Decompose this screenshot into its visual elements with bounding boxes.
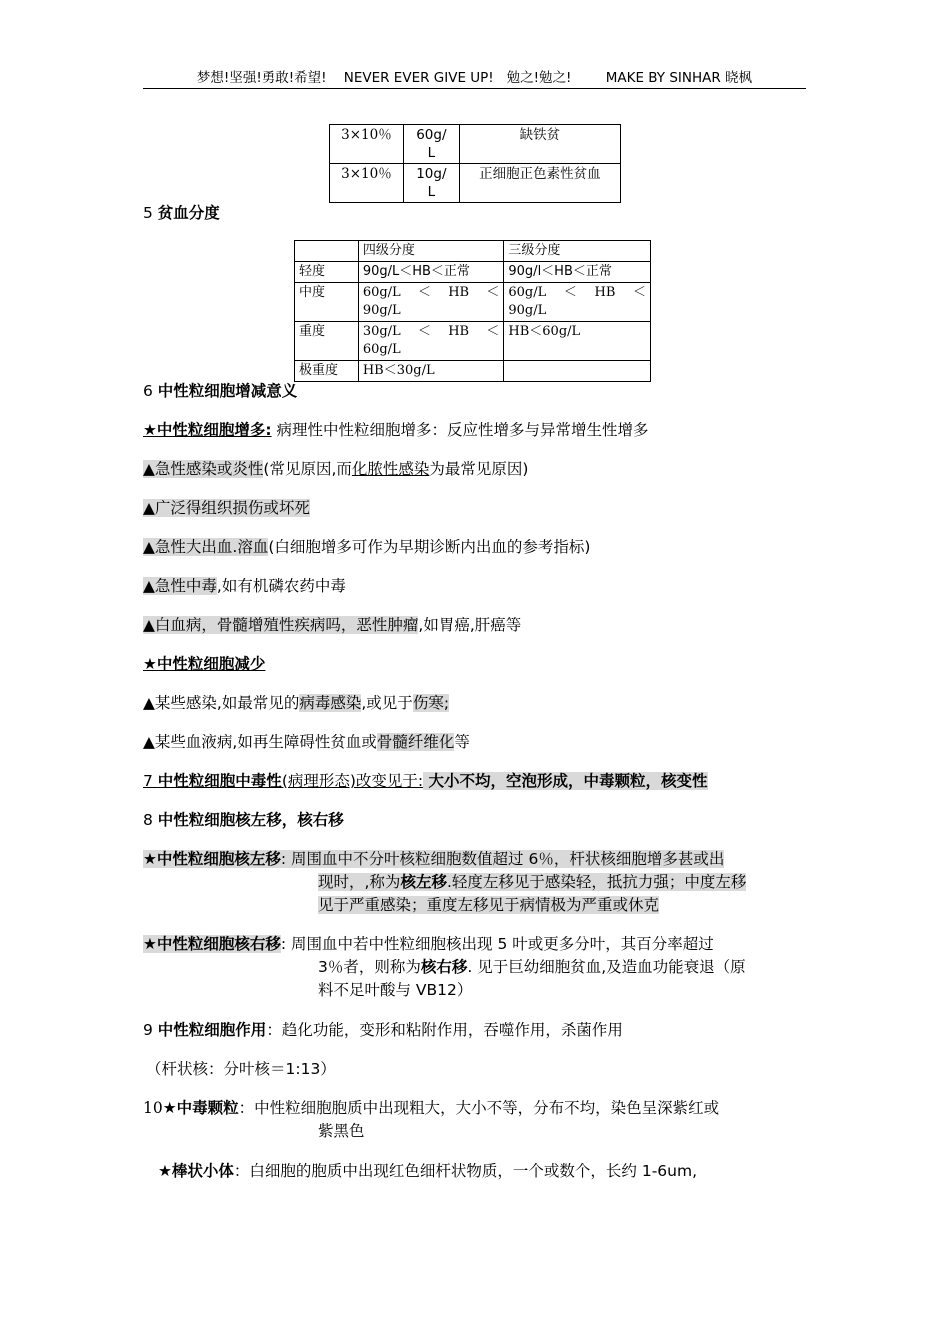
rod-body-line (158, 1160, 697, 1183)
right-shift-text: : 周围血中若中性粒细胞核出现 5 叶或更多分叶，其百分率超过 (280, 935, 714, 953)
item-text: ,如胃癌,肝癌等 (418, 616, 522, 634)
table-cell (403, 164, 459, 203)
page-header (143, 68, 806, 89)
table-header-row (295, 241, 651, 262)
list-item (143, 497, 310, 520)
table-row (295, 361, 651, 382)
table-cell: 极重度 (295, 361, 359, 382)
table-cell: HB＜30g/L (358, 361, 504, 382)
item-text: ▲某些血液病,如再生障碍性贫血或 (143, 733, 377, 751)
section-5-heading (143, 202, 220, 225)
toxic-granule-title: ★中毒颗粒 (162, 1099, 239, 1117)
item-text: ,或见于 (361, 694, 413, 712)
table-header-cell: 四级分度 (358, 241, 504, 262)
list-item (143, 458, 528, 481)
section-8-heading (143, 809, 344, 832)
section-number: 10 (143, 1099, 163, 1117)
section-10-line-2 (318, 1120, 365, 1143)
left-shift-term: 核左移 (400, 873, 447, 891)
item-highlight: ▲急性中毒 (143, 577, 217, 595)
section-number: 9 (143, 1021, 158, 1039)
right-shift-line-1 (143, 933, 714, 956)
item-highlight: ▲广泛得组织损伤或坏死 (143, 499, 310, 517)
item-text: ,如有机磷农药中毒 (216, 577, 346, 595)
right-shift-text: 3％者，则称为 (318, 958, 421, 976)
section-number: 8 (143, 811, 158, 829)
section-number: 5 (143, 204, 158, 222)
item-highlight: 骨髓纤维化 (376, 733, 455, 751)
right-shift-title: ★中性粒细胞核右移 (143, 935, 281, 953)
section-7 (143, 770, 708, 793)
table-cell: 30g/L ＜ HB ＜ 60g/L (358, 322, 504, 361)
anemia-grade-table (294, 240, 651, 382)
section-title: 中性粒细胞中毒性 (157, 772, 282, 790)
item-highlight: 病毒感染 (299, 694, 362, 712)
left-shift-line-1 (143, 848, 724, 871)
table-cell: 60g/L ＜ HB ＜ 90g/L (504, 283, 651, 322)
left-shift-text: 见于严重感染；重度左移见于病情极为严重或休克 (318, 896, 660, 914)
list-item (143, 536, 590, 559)
cell-value: 60g/ L (416, 127, 447, 161)
table-cell: 缺铁贫 (459, 125, 620, 164)
table-cell: 轻度 (295, 262, 359, 283)
item-text: 等 (454, 733, 470, 751)
section-desc: ：趋化功能，变形和粘附作用，吞噬作用，杀菌作用 (266, 1021, 623, 1039)
left-shift-line-3 (318, 894, 659, 917)
section-number: 7 (143, 772, 158, 790)
table-row (295, 262, 651, 283)
item-highlight: ▲急性大出血.溶血 (143, 538, 269, 556)
rod-body-title: ★棒状小体 (158, 1162, 234, 1180)
header-text: 梦想!坚强!勇敢!希望! NEVER EVER GIVE UP! 勉之!勉之! MAKE BY SINHAR 晓枫 (196, 70, 753, 86)
item-underlined: 化脓性感染 (351, 460, 430, 478)
left-shift-title: ★中性粒细胞核左移 (143, 850, 281, 868)
anemia-type-table (329, 124, 621, 203)
rod-body-text: ：白细胞的胞质中出现红色细杆状物质，一个或数个，长约 1-6um, (233, 1162, 698, 1180)
table-cell: 中度 (295, 283, 359, 322)
list-item (143, 692, 449, 715)
table-cell: 重度 (295, 322, 359, 361)
table-cell: 90g/l＜HB＜正常 (504, 262, 651, 283)
section-title: 贫血分度 (157, 204, 220, 222)
increase-heading (143, 419, 649, 442)
table-header-cell: 三级分度 (504, 241, 651, 262)
list-item (143, 731, 470, 754)
item-highlight: ▲急性感染或炎性 (143, 460, 264, 478)
section-6-heading (143, 380, 297, 403)
list-item (143, 575, 346, 598)
section-10-line-1 (143, 1097, 719, 1120)
section-title: 中性粒细胞核左移，核右移 (157, 811, 344, 829)
section-title: 中性粒细胞作用 (157, 1021, 267, 1039)
table-row (330, 164, 621, 203)
table-cell: HB＜60g/L (504, 322, 651, 361)
table-cell: 90g/L＜HB＜正常 (358, 262, 504, 283)
increase-desc: 病理性中性粒细胞增多：反应性增多与异常增生性增多 (271, 421, 649, 439)
table-cell: 60g/L ＜ HB ＜ 90g/L (358, 283, 504, 322)
left-shift-text: : 周围血中不分叶核粒细胞数值超过 6％，杆状核细胞增多甚或出 (280, 850, 725, 868)
decrease-title: ★中性粒细胞减少 (143, 655, 266, 673)
item-text: 为最常见原因) (429, 460, 529, 478)
toxic-granule-text: ：中性粒细胞胞质中出现粗大，大小不等，分布不均，染色呈深紫红或 (238, 1099, 720, 1117)
section-9-ratio (146, 1058, 336, 1081)
table-cell: 3×10％ (330, 164, 404, 203)
section-9 (143, 1019, 623, 1042)
section-title: 中性粒细胞增减意义 (157, 382, 298, 400)
section-answer: 大小不均，空泡形成，中毒颗粒，核变性 (423, 772, 708, 790)
item-text: (白细胞增多可作为早期诊断内出血的参考指标) (268, 538, 591, 556)
left-shift-line-2 (318, 871, 746, 894)
table-cell: 正细胞正色素性贫血 (459, 164, 620, 203)
right-shift-term: 核右移 (420, 958, 468, 976)
right-shift-line-2 (318, 956, 746, 979)
toxic-granule-text: 紫黑色 (318, 1122, 365, 1140)
right-shift-text: . 见于巨幼细胞贫血,及造血功能衰退（原 (467, 958, 746, 976)
increase-title: ★中性粒细胞增多: (143, 421, 272, 439)
item-text: (常见原因,而 (263, 460, 352, 478)
item-text: ▲某些感染,如最常见的 (143, 694, 300, 712)
decrease-heading (143, 653, 265, 676)
right-shift-text: 料不足叶酸与 VB12） (318, 981, 473, 999)
table-row (295, 283, 651, 322)
item-highlight: ▲白血病，骨髓增殖性疾病吗，恶性肿瘤 (143, 616, 419, 634)
section-subtitle: (病理形态)改变见于: (281, 772, 424, 790)
list-item (143, 614, 521, 637)
left-shift-text: 现时，,称为 (318, 873, 401, 891)
right-shift-line-3 (318, 979, 472, 1002)
table-row (330, 125, 621, 164)
table-row (295, 322, 651, 361)
item-highlight: 伤寒; (412, 694, 450, 712)
cell-value: 10g/ L (416, 166, 447, 200)
table-cell: 3×10％ (330, 125, 404, 164)
left-shift-text: .轻度左移见于感染轻，抵抗力强；中度左移 (446, 873, 747, 891)
section-number: 6 (143, 382, 158, 400)
table-cell (504, 361, 651, 382)
table-cell (403, 125, 459, 164)
ratio-text: （杆状核：分叶核＝1:13） (146, 1060, 336, 1078)
table-header-cell (295, 241, 359, 262)
